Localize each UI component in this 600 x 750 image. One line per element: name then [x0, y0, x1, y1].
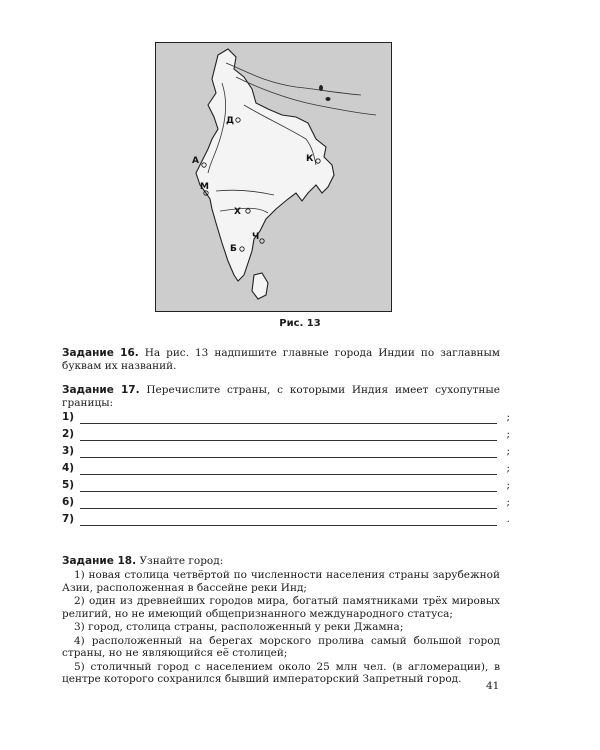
task-17-label: Задание 17. — [62, 384, 140, 396]
task-18-items — [62, 569, 500, 687]
answer-line-3[interactable]: 3) ; — [62, 445, 510, 457]
task-18-item: 4) расположенный на берегах морского пролива самый большой город страны, но не являющийся её столицей; — [62, 634, 500, 659]
answer-line-7[interactable]: 7) . — [62, 513, 510, 525]
task-16 — [62, 347, 500, 373]
line-number: 4) — [62, 462, 75, 474]
answer-line-5[interactable]: 5) ; — [62, 479, 510, 491]
answer-lines — [62, 409, 512, 528]
line-number: 5) — [62, 479, 75, 491]
map-label-k: К — [306, 154, 314, 164]
task-18-text: Узнайте город: — [136, 555, 224, 567]
answer-line-4[interactable]: 4) ; — [62, 462, 510, 474]
map-label-a: А — [192, 156, 199, 166]
map-label-m: М — [200, 182, 209, 192]
line-number: 2) — [62, 428, 75, 440]
answer-line-2[interactable]: 2) ; — [62, 428, 510, 440]
answer-line-6[interactable]: 6) ; — [62, 496, 510, 508]
map-label-kh: Х — [234, 207, 241, 217]
task-17 — [62, 384, 500, 410]
answer-line-1[interactable]: 1) ; — [62, 411, 510, 423]
line-number: 1) — [62, 411, 75, 423]
task-16-label: Задание 16. — [62, 347, 139, 359]
map-label-b: Б — [230, 244, 237, 254]
task-16-text: На рис. 13 надпишите главные города Индии по заглавным буквам их названий. — [62, 347, 500, 372]
task-18 — [62, 555, 500, 568]
india-map — [156, 43, 391, 311]
task-18-item: 5) столичный город с населением около 25 млн чел. (в агломерации), в центре которого сохранился бывший императорский Запретный город. — [62, 660, 500, 685]
map-label-ch: Ч — [252, 232, 260, 242]
line-number: 3) — [62, 445, 75, 457]
map-label-d: Д — [226, 116, 235, 126]
task-17-text: Перечислите страны, с которыми Индия имеет сухопутные границы: — [62, 384, 501, 409]
task-18-item: 3) город, столица страны, расположенный у реки Джамна; — [74, 621, 404, 633]
task-18-label: Задание 18. — [62, 555, 137, 567]
page-number: 41 — [486, 680, 500, 692]
figure-caption: Рис. 13 — [279, 318, 321, 329]
line-number: 6) — [62, 496, 75, 508]
map-figure — [155, 42, 392, 312]
task-18-item: 1) новая столица четвёртой по численности населения страны зарубежной Азии, расположенная в бассейне реки Инд; — [62, 569, 500, 594]
line-number: 7) — [62, 513, 75, 525]
task-18-item: 2) один из древнейших городов мира, богатый памятниками трёх мировых религий, но не имеющий общепризнанного международного статуса; — [62, 595, 500, 620]
